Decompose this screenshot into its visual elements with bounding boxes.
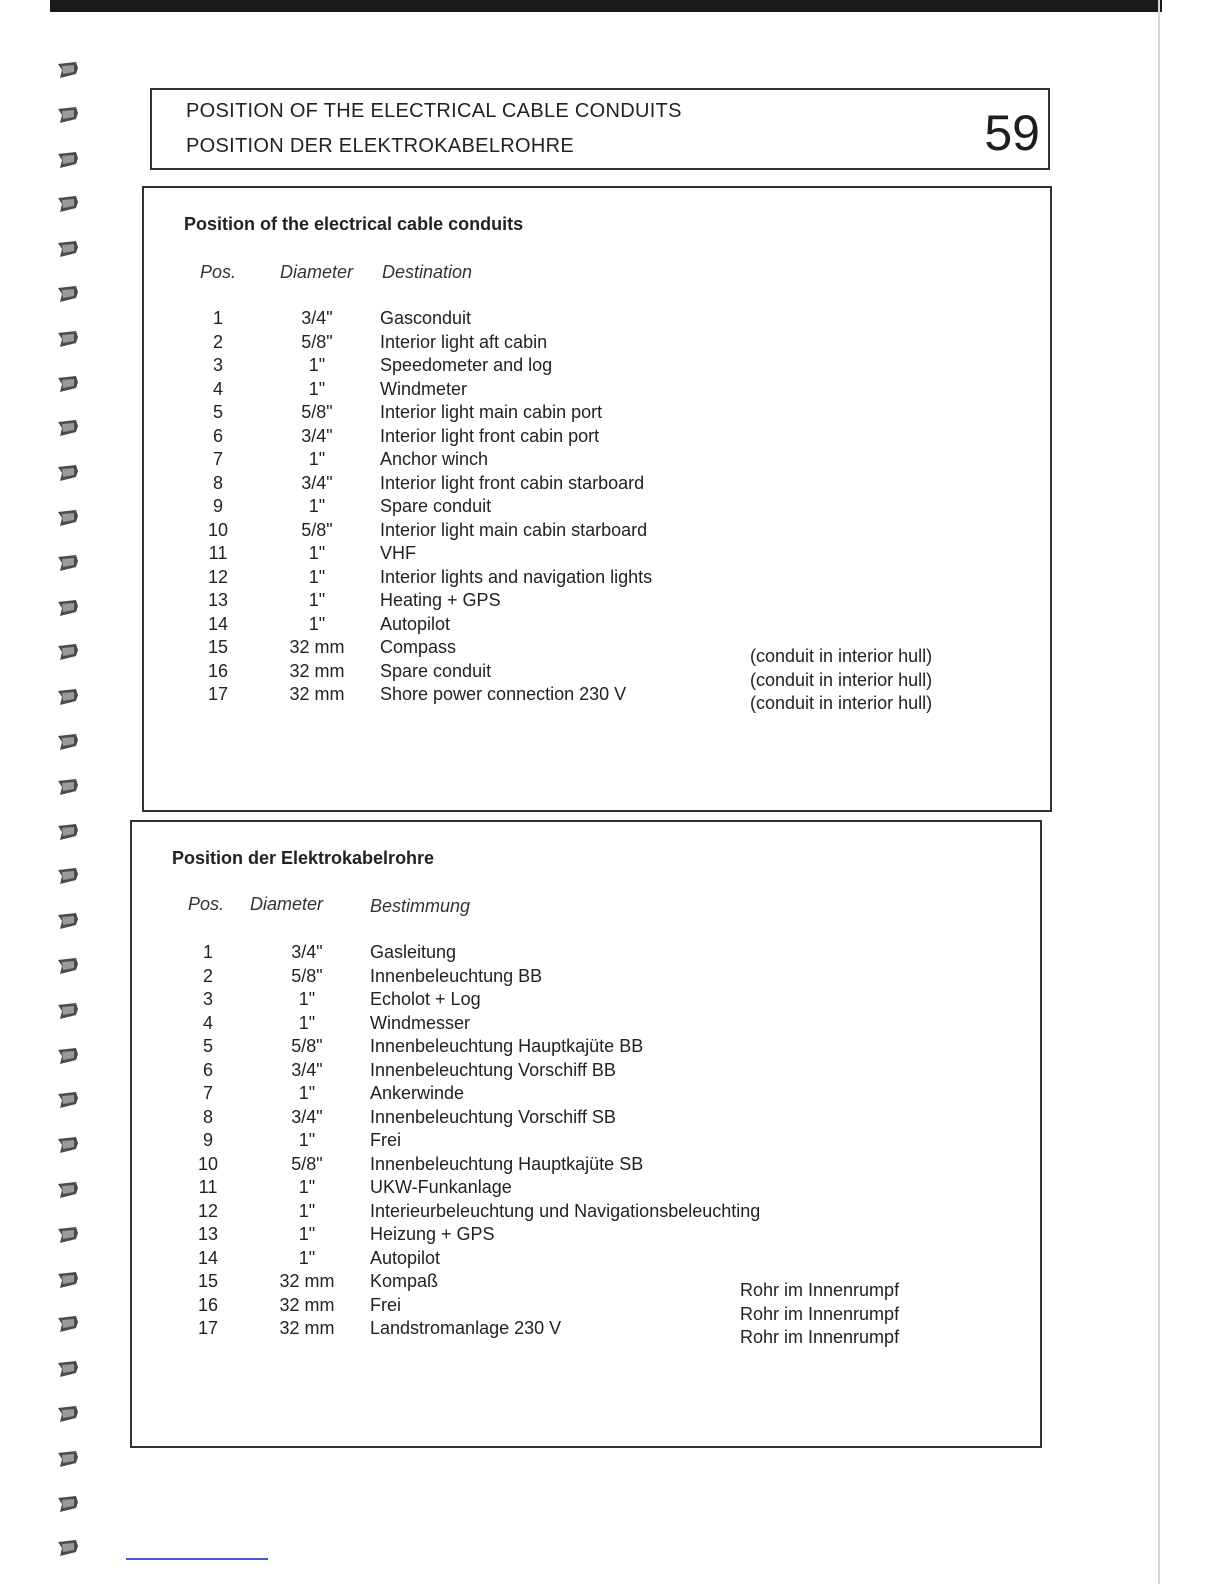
table-row — [132, 1154, 1040, 1178]
binding-ring-icon — [56, 732, 80, 752]
pos-cell: 11 — [208, 543, 228, 563]
section-title-de: Position der Elektrokabelrohre — [172, 848, 435, 868]
binding-ring-icon — [56, 1001, 80, 1021]
diameter-cell: 3/4" — [291, 1059, 323, 1080]
page-header — [150, 88, 1050, 170]
destination-cell: Landstromanlage 230 V — [370, 1318, 562, 1338]
binding-ring-icon — [56, 1449, 80, 1469]
table-row — [144, 426, 1050, 450]
binding-ring-icon — [56, 956, 80, 976]
diameter-cell: 1" — [308, 355, 326, 375]
diameter-cell: 1" — [298, 1130, 316, 1150]
destination-cell: Shore power connection 230 V — [380, 684, 627, 704]
destination-cell: Windmeter — [380, 378, 468, 399]
column-header-pos: Pos. — [188, 894, 225, 914]
destination-cell: Gasconduit — [380, 308, 472, 328]
pos-cell: 8 — [202, 1106, 213, 1127]
hull-note: Rohr im Innenrumpf — [740, 1280, 900, 1300]
pos-cell: 4 — [202, 1012, 213, 1033]
binding-ring-icon — [56, 1046, 80, 1066]
pos-cell: 5 — [212, 402, 223, 422]
diameter-cell: 5/8" — [291, 1153, 323, 1174]
table-row — [144, 614, 1050, 638]
diameter-cell: 1" — [298, 1012, 316, 1033]
diameter-cell: 1" — [308, 590, 326, 610]
diameter-cell: 1" — [298, 1083, 316, 1103]
diameter-cell: 1" — [308, 378, 326, 399]
diameter-cell: 32 mm — [279, 1318, 335, 1338]
destination-cell: Innenbeleuchtung Hauptkajüte SB — [370, 1153, 644, 1174]
binding-ring-icon — [56, 911, 80, 931]
destination-cell: Gasleitung — [370, 942, 457, 962]
table-row — [132, 1318, 1040, 1342]
diameter-cell: 1" — [298, 1200, 316, 1221]
binding-ring-icon — [56, 687, 80, 707]
diameter-cell: 5/8" — [301, 402, 333, 422]
pos-cell: 17 — [207, 684, 229, 704]
header-title-de: POSITION DER ELEKTROKABELROHRE — [186, 135, 574, 157]
destination-cell: Interior light main cabin starboard — [380, 519, 648, 540]
binding-ring-icon — [56, 866, 80, 886]
destination-cell: Heating + GPS — [380, 590, 501, 610]
pos-cell: 7 — [202, 1083, 213, 1103]
panel-german — [130, 820, 1042, 1448]
diameter-cell: 1" — [308, 543, 326, 563]
diameter-cell: 32 mm — [289, 660, 345, 681]
diameter-cell: 3/4" — [301, 472, 333, 493]
diameter-cell: 3/4" — [301, 308, 333, 328]
destination-cell: Frei — [370, 1130, 401, 1150]
diameter-cell: 1" — [298, 1224, 316, 1244]
panel-english — [142, 186, 1052, 812]
pos-cell: 13 — [197, 1224, 219, 1244]
destination-cell: Interior light aft cabin — [380, 331, 548, 352]
table-row — [132, 1036, 1040, 1060]
table-row — [144, 520, 1050, 544]
page-top-edge — [50, 0, 1162, 12]
destination-cell: Windmesser — [370, 1012, 471, 1033]
table-row — [132, 1295, 1040, 1319]
binding-ring-icon — [56, 777, 80, 797]
pos-cell: 3 — [212, 355, 223, 375]
pos-cell: 11 — [198, 1177, 218, 1197]
binding-ring-icon — [56, 598, 80, 618]
table-row — [132, 1201, 1040, 1225]
destination-cell: Innenbeleuchtung Vorschiff BB — [370, 1059, 616, 1080]
destination-cell: Spare conduit — [380, 496, 492, 516]
binding-ring-icon — [56, 463, 80, 483]
pos-cell: 1 — [212, 308, 223, 328]
destination-cell: Interior light front cabin starboard — [380, 472, 645, 493]
diameter-cell: 32 mm — [289, 637, 345, 657]
diameter-cell: 32 mm — [279, 1271, 335, 1291]
pos-cell: 14 — [197, 1247, 219, 1268]
table-row — [144, 496, 1050, 520]
table-row — [144, 473, 1050, 497]
destination-cell: Interieurbeleuchtung und Navigationsbeleuchting — [370, 1200, 761, 1221]
table-row — [132, 1130, 1040, 1154]
binding-ring-icon — [56, 553, 80, 573]
destination-cell: Heizung + GPS — [370, 1224, 495, 1244]
page-right-edge — [1158, 0, 1160, 1584]
diameter-cell: 5/8" — [301, 331, 333, 352]
pos-cell: 2 — [202, 965, 213, 986]
diameter-cell: 1" — [298, 1247, 316, 1268]
pos-cell: 6 — [212, 425, 223, 446]
binding-ring-icon — [56, 329, 80, 349]
hull-note: (conduit in interior hull) — [750, 646, 933, 666]
table-row — [132, 1013, 1040, 1037]
binding-ring-icon — [56, 284, 80, 304]
binding-ring-icon — [56, 1314, 80, 1334]
binding-ring-icon — [56, 418, 80, 438]
pos-cell: 5 — [202, 1036, 213, 1056]
destination-cell: Innenbeleuchtung BB — [370, 965, 543, 986]
table-row — [132, 1083, 1040, 1107]
table-row — [132, 1060, 1040, 1084]
destination-cell: Interior lights and navigation lights — [380, 566, 653, 587]
binding-ring-icon — [56, 1135, 80, 1155]
diameter-cell: 5/8" — [291, 965, 323, 986]
diameter-cell: 1" — [308, 449, 326, 469]
diameter-cell: 32 mm — [279, 1294, 335, 1315]
pos-cell: 15 — [207, 637, 229, 657]
column-header-diameter: Diameter — [250, 894, 324, 914]
pos-cell: 2 — [212, 331, 223, 352]
destination-cell: Anchor winch — [380, 449, 489, 469]
diameter-cell: 5/8" — [291, 1036, 323, 1056]
diameter-cell: 1" — [308, 566, 326, 587]
destination-cell: Ankerwinde — [370, 1083, 465, 1103]
spiral-binding — [50, 50, 86, 1570]
binding-ring-icon — [56, 194, 80, 214]
pos-cell: 17 — [197, 1318, 219, 1338]
binding-ring-icon — [56, 822, 80, 842]
table-row — [132, 966, 1040, 990]
binding-ring-icon — [56, 374, 80, 394]
binding-ring-icon — [56, 642, 80, 662]
pos-cell: 4 — [212, 378, 223, 399]
diameter-cell: 1" — [308, 496, 326, 516]
pos-cell: 9 — [212, 496, 223, 516]
destination-cell: Spare conduit — [380, 660, 492, 681]
hull-note: (conduit in interior hull) — [750, 693, 933, 713]
hull-note: Rohr im Innenrumpf — [740, 1327, 900, 1347]
destination-cell: Compass — [380, 637, 457, 657]
table-row — [144, 449, 1050, 473]
destination-cell: Autopilot — [380, 613, 451, 634]
hull-notes-de — [740, 1280, 899, 1351]
destination-cell: UKW-Funkanlage — [370, 1177, 512, 1197]
pos-cell: 9 — [202, 1130, 213, 1150]
column-header-pos: Pos. — [200, 262, 237, 282]
pos-cell: 16 — [197, 1294, 219, 1315]
diameter-cell: 3/4" — [301, 425, 333, 446]
hull-note: (conduit in interior hull) — [750, 669, 933, 690]
pos-cell: 1 — [202, 942, 213, 962]
pos-cell: 13 — [207, 590, 229, 610]
page-number: 59 — [984, 105, 1040, 161]
column-header-diameter: Diameter — [280, 262, 354, 282]
pos-cell: 8 — [212, 472, 223, 493]
hull-notes-en — [750, 646, 932, 717]
diameter-cell: 3/4" — [291, 1106, 323, 1127]
table-row — [132, 1248, 1040, 1272]
table-row — [132, 1177, 1040, 1201]
destination-cell: Innenbeleuchtung Hauptkajüte BB — [370, 1036, 644, 1056]
binding-ring-icon — [56, 508, 80, 528]
destination-cell: Frei — [370, 1294, 401, 1315]
table-row — [144, 379, 1050, 403]
diameter-cell: 3/4" — [291, 942, 323, 962]
diameter-cell: 32 mm — [289, 684, 345, 704]
binding-ring-icon — [56, 105, 80, 125]
diameter-cell: 1" — [308, 613, 326, 634]
destination-cell: Autopilot — [370, 1247, 441, 1268]
pos-cell: 6 — [202, 1059, 213, 1080]
pos-cell: 3 — [202, 989, 213, 1009]
diameter-cell: 1" — [298, 1177, 316, 1197]
pos-cell: 15 — [197, 1271, 219, 1291]
binding-ring-icon — [56, 1225, 80, 1245]
table-row — [132, 1224, 1040, 1248]
hull-note: Rohr im Innenrumpf — [740, 1303, 900, 1324]
conduit-table-de — [132, 942, 1040, 1342]
pos-cell: 14 — [207, 613, 229, 634]
pos-cell: 12 — [207, 566, 229, 587]
binding-ring-icon — [56, 1180, 80, 1200]
table-row — [132, 942, 1040, 966]
header-title-en: POSITION OF THE ELECTRICAL CABLE CONDUITS — [186, 100, 682, 122]
column-header-destination: Destination — [382, 262, 473, 282]
table-row — [144, 567, 1050, 591]
destination-cell: Interior light main cabin port — [380, 402, 603, 422]
table-row — [132, 989, 1040, 1013]
binding-ring-icon — [56, 1538, 80, 1558]
diameter-cell: 1" — [298, 989, 316, 1009]
pos-cell: 7 — [212, 449, 223, 469]
bottom-blue-line — [126, 1558, 268, 1560]
binding-ring-icon — [56, 239, 80, 259]
binding-ring-icon — [56, 1404, 80, 1424]
table-row — [144, 590, 1050, 614]
column-header-destination: Bestimmung — [370, 896, 471, 916]
binding-ring-icon — [56, 1090, 80, 1110]
table-row — [144, 355, 1050, 379]
diameter-cell: 5/8" — [301, 519, 333, 540]
table-row — [132, 1271, 1040, 1295]
destination-cell: Innenbeleuchtung Vorschiff SB — [370, 1106, 616, 1127]
destination-cell: Interior light front cabin port — [380, 425, 600, 446]
destination-cell: Echolot + Log — [370, 989, 481, 1009]
binding-ring-icon — [56, 1494, 80, 1514]
destination-cell: VHF — [380, 543, 416, 563]
binding-ring-icon — [56, 150, 80, 170]
binding-ring-icon — [56, 1359, 80, 1379]
table-row — [144, 543, 1050, 567]
table-row — [144, 332, 1050, 356]
pos-cell: 16 — [207, 660, 229, 681]
destination-cell: Speedometer and log — [380, 355, 553, 375]
table-row — [144, 402, 1050, 426]
table-row — [144, 308, 1050, 332]
table-row — [132, 1107, 1040, 1131]
pos-cell: 10 — [207, 519, 229, 540]
section-title-en: Position of the electrical cable conduits — [184, 214, 524, 234]
pos-cell: 12 — [197, 1200, 219, 1221]
destination-cell: Kompaß — [370, 1271, 439, 1291]
pos-cell: 10 — [197, 1153, 219, 1174]
binding-ring-icon — [56, 60, 80, 80]
binding-ring-icon — [56, 1270, 80, 1290]
